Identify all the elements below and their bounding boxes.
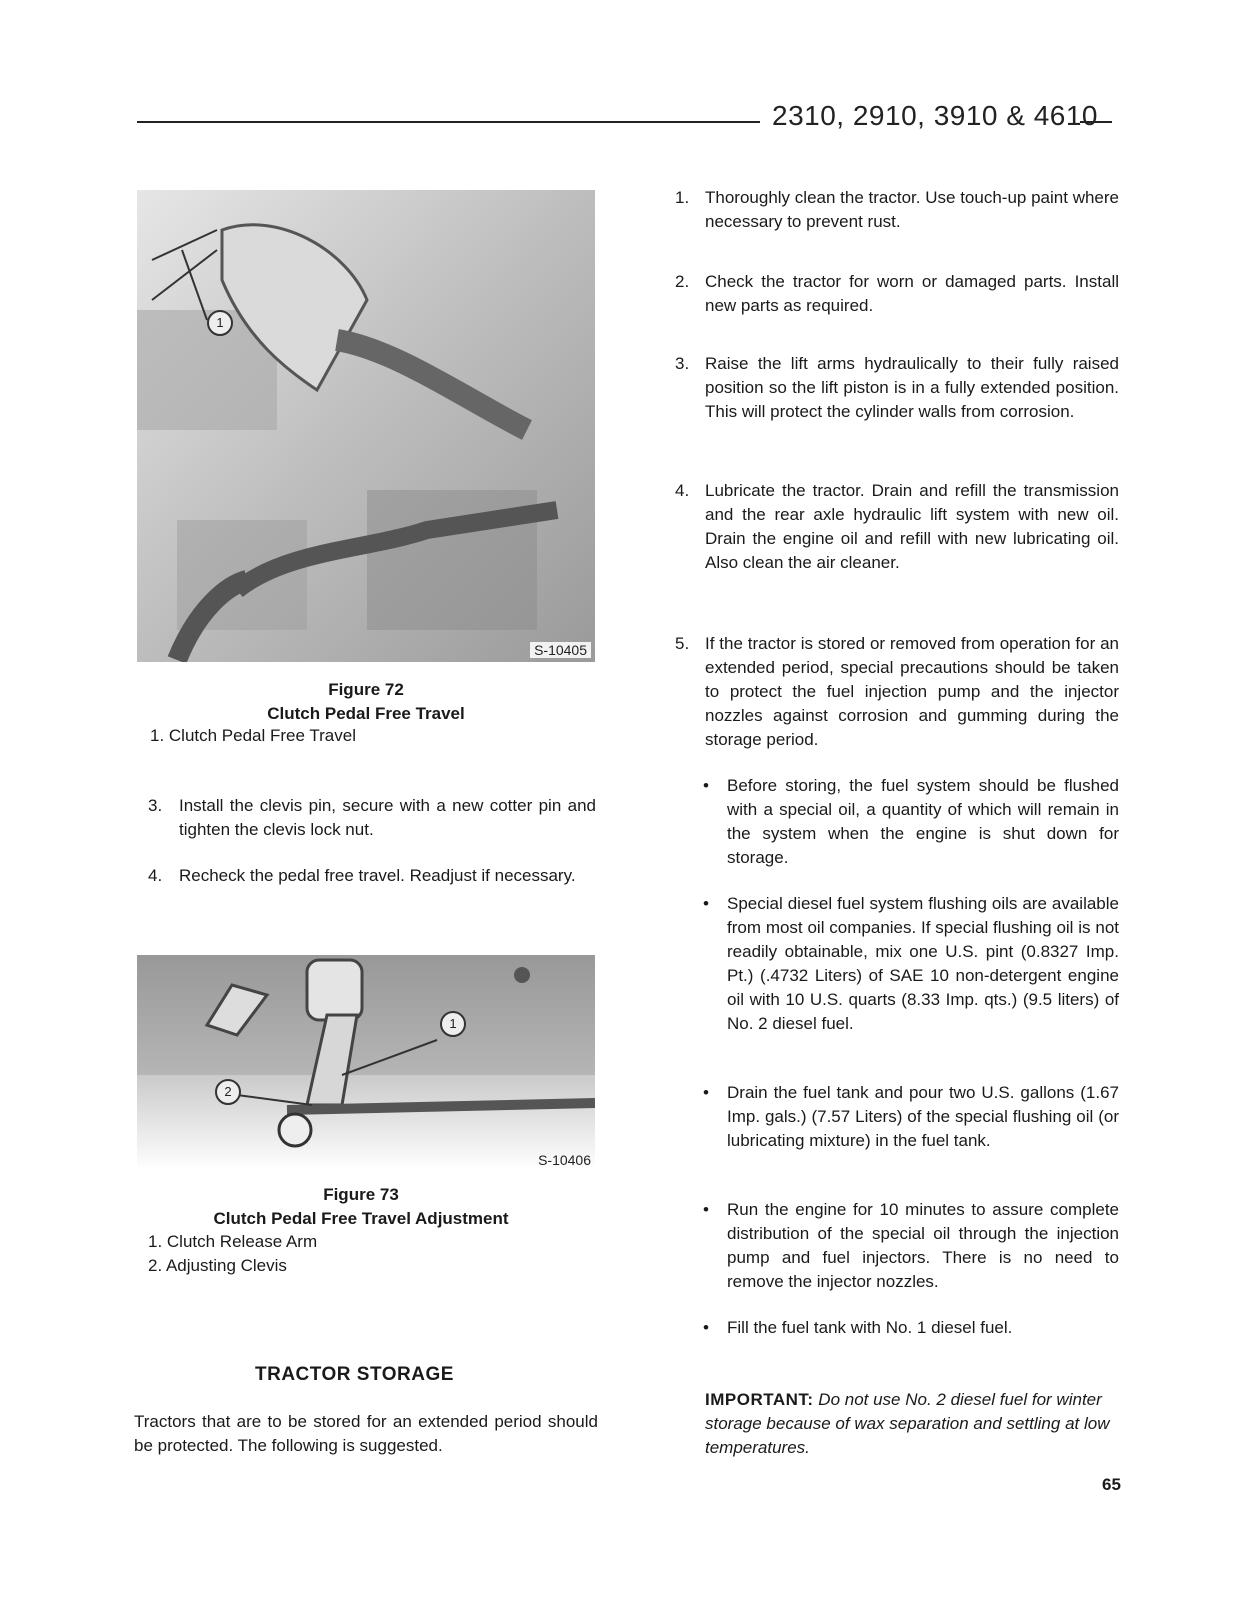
figure-72-callout-1: 1 xyxy=(207,310,233,336)
bullet-text: Before storing, the fuel system should be flushed with a special oil, a quantity of which will remain in the system when the engine is shut down for storage. xyxy=(727,776,1119,867)
page-header-title: 2310, 2910, 3910 & 4610 xyxy=(772,100,1099,131)
step-text: Install the clevis pin, secure with a new cotter pin and tighten the clevis lock nut. xyxy=(179,796,596,839)
bullet-item xyxy=(703,892,1119,1060)
list-item xyxy=(675,352,1119,448)
important-text: Do not use No. 2 diesel fuel for winter storage because of wax separation and settling at low temperatures. xyxy=(705,1390,1110,1457)
list-item xyxy=(148,794,596,842)
figure-73-legend-item: 1. Clutch Release Arm xyxy=(148,1232,318,1251)
step-text: Recheck the pedal free travel. Readjust if necessary. xyxy=(179,866,576,885)
figure-72-caption xyxy=(137,678,595,726)
bullet-text: Fill the fuel tank with No. 1 diesel fuel. xyxy=(727,1318,1013,1337)
step-text: If the tractor is stored or removed from operation for an extended period, special precautions should be taken to protect the fuel injection pump and the injector nozzles against corrosion and gumming during the storage period. xyxy=(705,634,1119,749)
bullet-dot: • xyxy=(703,1083,709,1102)
important-label: IMPORTANT: xyxy=(705,1390,814,1409)
step-number: 2. xyxy=(675,272,690,291)
bullet-item xyxy=(703,1198,1119,1294)
header-dash xyxy=(1080,121,1112,123)
bullet-dot: • xyxy=(703,1318,709,1337)
step-number: 3. xyxy=(675,354,690,373)
list-item xyxy=(675,186,1119,234)
section-heading-tractor-storage: TRACTOR STORAGE xyxy=(255,1364,454,1385)
bullet-text: Drain the fuel tank and pour two U.S. gallons (1.67 Imp. gals.) (7.57 Liters) of the special flushing oil (or lubricating mixture) in the fuel tank. xyxy=(727,1083,1119,1150)
step-number: 3. xyxy=(148,796,163,815)
list-item xyxy=(675,479,1119,599)
figure-73-callout-2: 2 xyxy=(215,1079,241,1105)
step-number: 4. xyxy=(148,866,163,885)
step-text: Check the tractor for worn or damaged parts. Install new parts as required. xyxy=(705,272,1119,315)
figure-73-callout-1: 1 xyxy=(440,1011,466,1037)
header-rule xyxy=(137,121,760,123)
step-number: 4. xyxy=(675,481,690,500)
bullet-text: Run the engine for 10 minutes to assure complete distribution of the special oil through the injection pump and fuel injectors. There is no need to remove the injector nozzles. xyxy=(727,1200,1119,1291)
figure-73-tag: S-10406 xyxy=(538,1152,591,1168)
figure-73-number: Figure 73 xyxy=(323,1185,399,1204)
important-note xyxy=(705,1388,1119,1460)
figure-72-title: Clutch Pedal Free Travel xyxy=(267,704,465,723)
storage-intro-paragraph: Tractors that are to be stored for an extended period should be protected. The following is suggested. xyxy=(134,1412,598,1455)
bullet-item xyxy=(703,774,1119,870)
page-number: 65 xyxy=(1102,1475,1121,1494)
figure-72-tag: S-10405 xyxy=(530,642,591,658)
figure-73-title: Clutch Pedal Free Travel Adjustment xyxy=(213,1209,509,1228)
step-number: 1. xyxy=(675,188,690,207)
figure-73-caption xyxy=(137,1183,585,1231)
clutch-release-arm-illustration xyxy=(137,955,595,1170)
figure-73-photo xyxy=(137,955,595,1170)
figure-72-number: Figure 72 xyxy=(328,680,404,699)
list-item xyxy=(148,864,596,912)
bullet-dot: • xyxy=(703,776,709,795)
bullet-item xyxy=(703,1316,1119,1340)
bullet-dot: • xyxy=(703,1200,709,1219)
list-item xyxy=(675,632,1119,752)
figure-72-legend-item: 1. Clutch Pedal Free Travel xyxy=(150,726,356,745)
step-text: Raise the lift arms hydraulically to their fully raised position so the lift piston is in a fully extended position. This will protect the cylinder walls from corrosion. xyxy=(705,354,1119,421)
figure-73-legend-item: 2. Adjusting Clevis xyxy=(148,1256,287,1275)
step-number: 5. xyxy=(675,634,690,653)
bullet-dot: • xyxy=(703,894,709,913)
figure-72-photo xyxy=(137,190,595,662)
clutch-pedal-illustration xyxy=(137,190,595,662)
step-text: Thoroughly clean the tractor. Use touch-up paint where necessary to prevent rust. xyxy=(705,188,1119,231)
bullet-text: Special diesel fuel system flushing oils are available from most oil companies. If special flushing oil is not readily obtainable, mix one U.S. pint (0.8327 Imp. Pt.) (.4732 Liters) of SAE 10 non-detergent engine oil with 10 U.S. quarts (8.33 Imp. qts.) (9.5 liters) of No. 2 diesel fuel. xyxy=(727,894,1119,1033)
step-text: Lubricate the tractor. Drain and refill the transmission and the rear axle hydraulic lift system with new oil. Drain the engine oil and refill with new lubricating oil. Also clean the air cleaner. xyxy=(705,481,1119,572)
bullet-item xyxy=(703,1081,1119,1177)
list-item xyxy=(675,270,1119,318)
